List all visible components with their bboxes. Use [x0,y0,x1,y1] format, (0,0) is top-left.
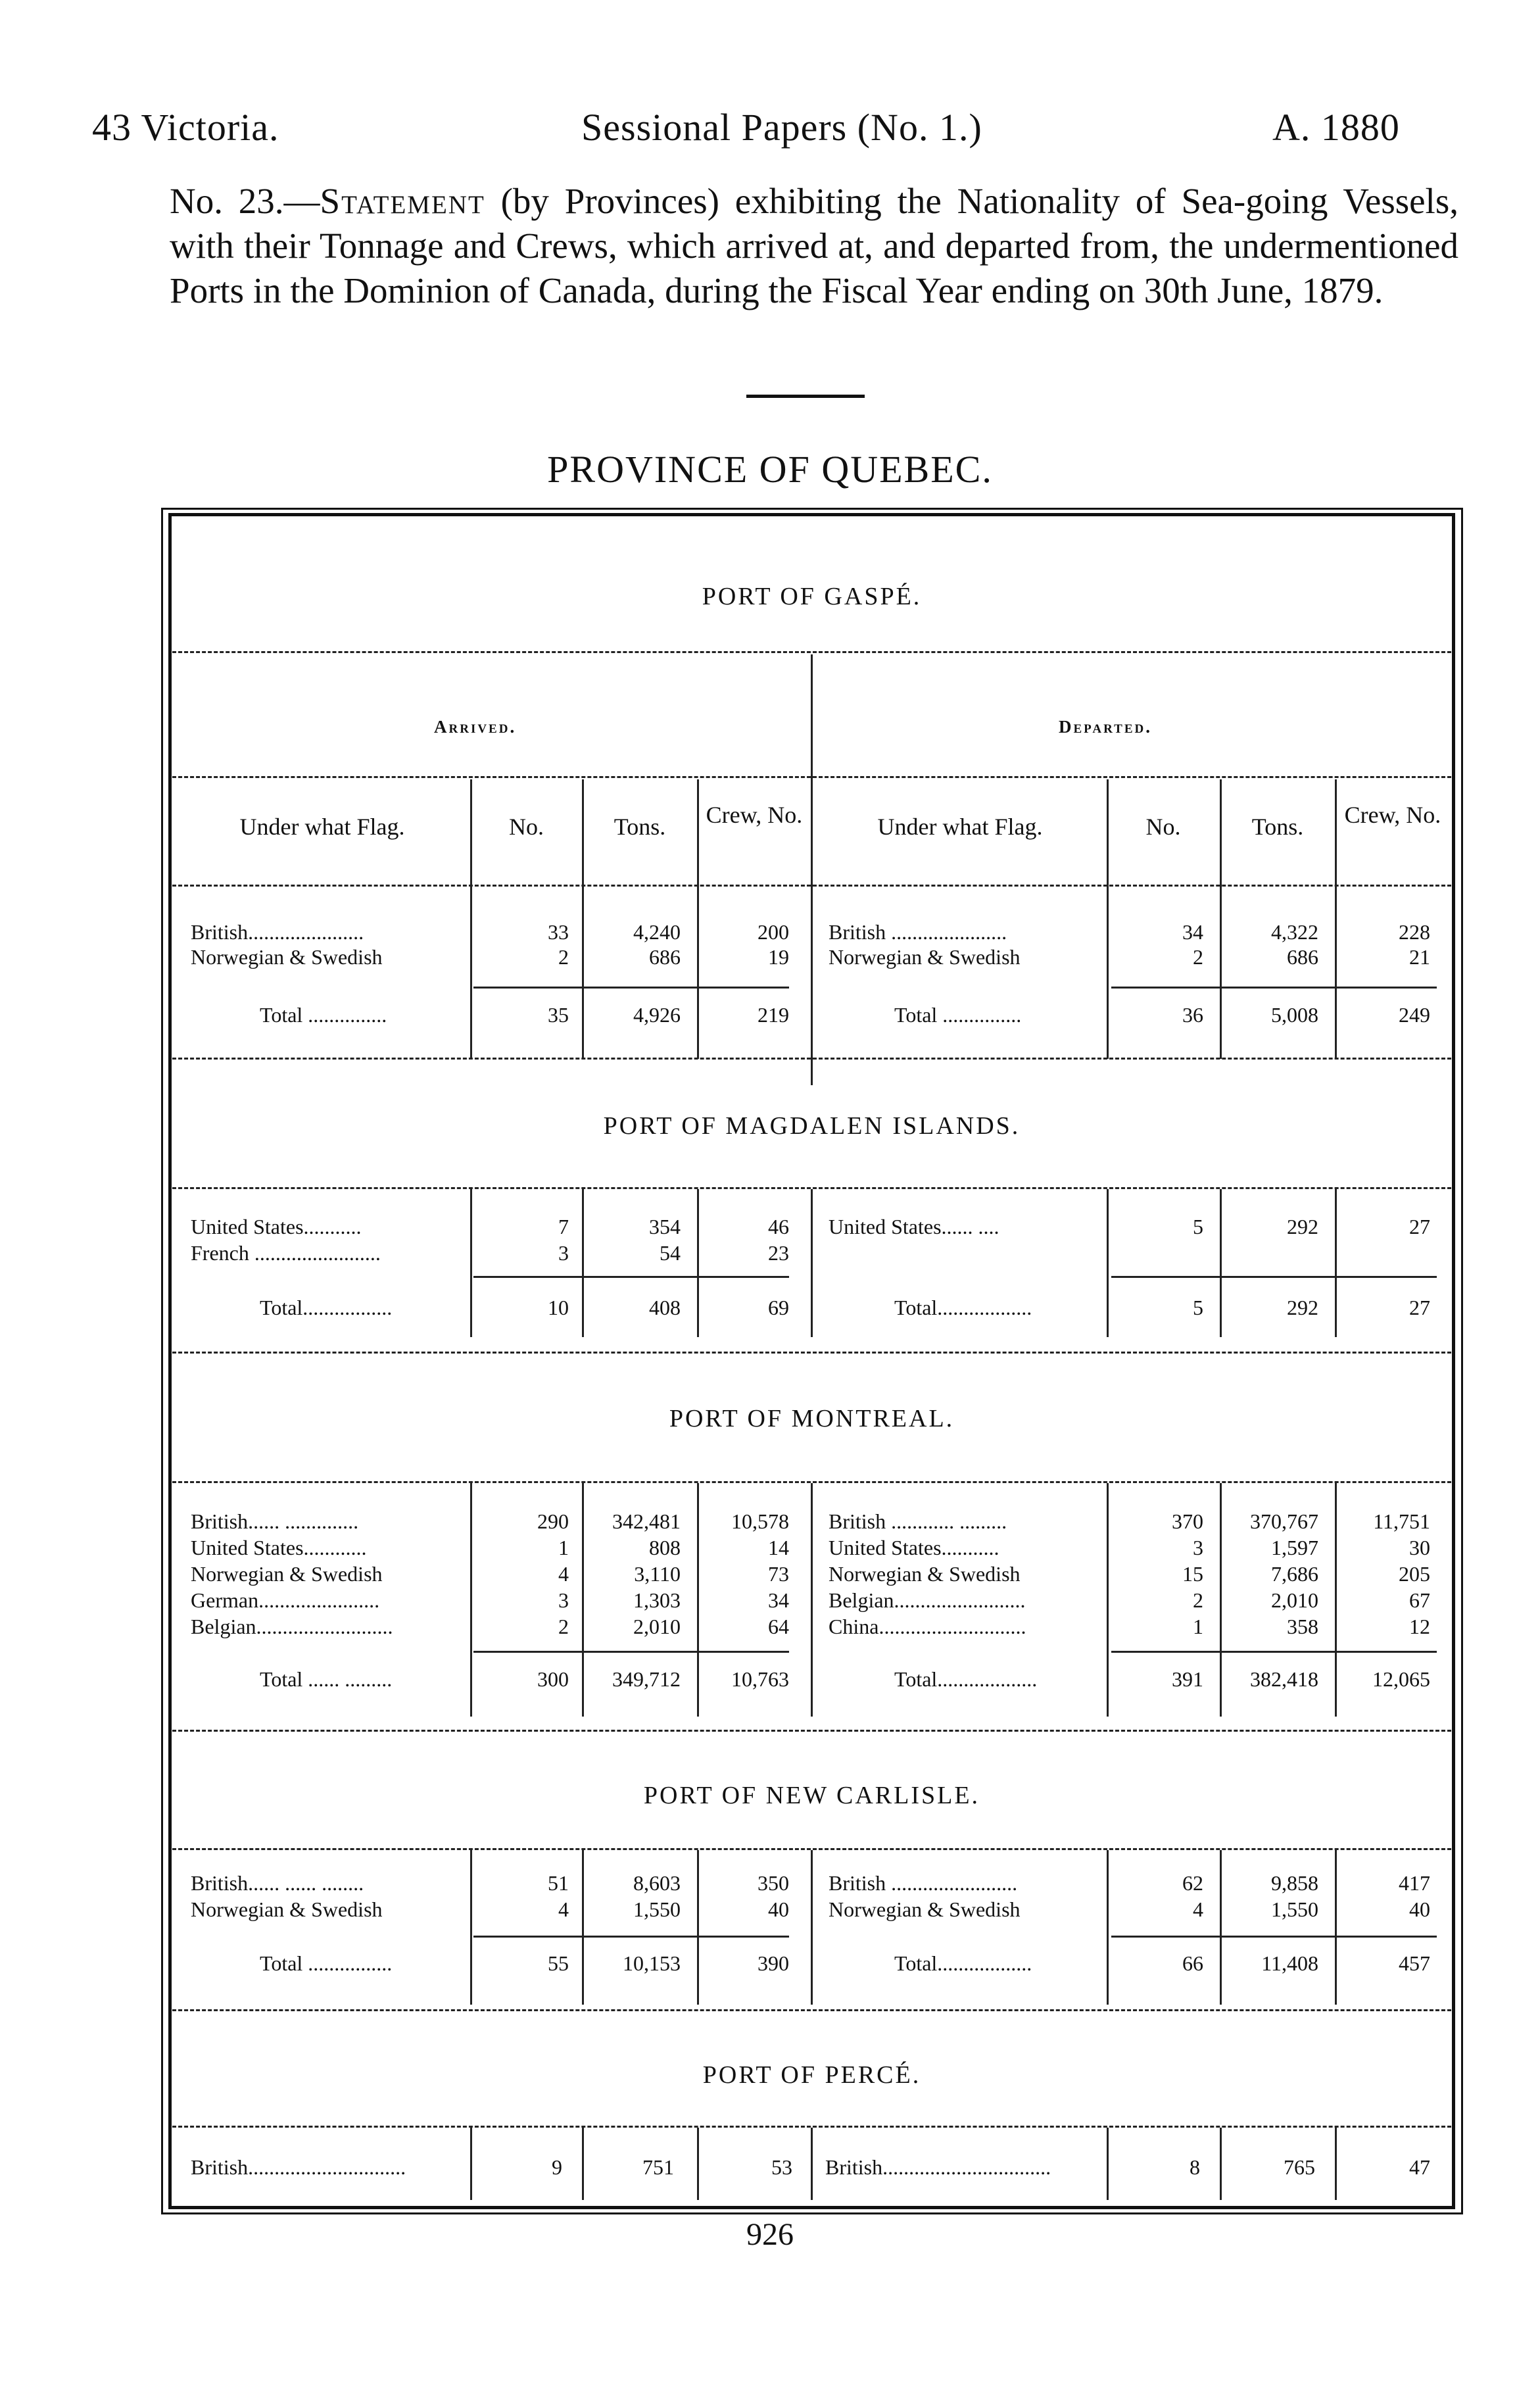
center-divider [811,1850,813,2005]
col-rule [582,1483,584,1717]
departed-heading: Departed. [1059,717,1152,737]
col-rule [1335,1483,1337,1717]
total-crew: 219 [758,1003,789,1027]
col-tons-departed: Tons. [1251,814,1304,840]
total-tons: 349,712 [612,1667,681,1691]
cell-tons: 354 [649,1215,681,1238]
total-row: Total................... [894,1667,1038,1691]
intro-paragraph [170,179,1458,313]
total-no: 300 [537,1667,569,1691]
cell-tons: 342,481 [612,1509,681,1533]
cell-no: 9 [552,2155,562,2179]
col-rule [1107,1189,1109,1337]
divider [172,1058,1451,1060]
cell-crew: 47 [1409,2155,1430,2179]
port-title-new-carlisle: PORT OF NEW CARLISLE. [643,1782,980,1809]
col-rule [1335,779,1337,1059]
cell-crew: 23 [768,1241,789,1265]
divider [172,776,1451,778]
cell-crew: 53 [771,2155,792,2179]
col-rule [697,1483,699,1717]
col-rule [582,2128,584,2200]
total-rule [1111,1651,1437,1653]
col-tons-arrived: Tons. [614,814,666,840]
col-rule [470,1189,472,1337]
col-rule [1220,1189,1222,1337]
center-divider [811,1483,813,1717]
header-center: Sessional Papers (No. 1.) [581,106,982,149]
cell-crew: 10,578 [731,1509,789,1533]
table-row: British ............ ......... [829,1509,1007,1533]
port-title-magdalen: PORT OF MAGDALEN ISLANDS. [603,1112,1021,1140]
cell-crew: 417 [1399,1871,1430,1895]
total-no: 35 [548,1003,569,1027]
total-row: Total.................. [894,1951,1032,1975]
table-row: British...... .............. [191,1509,359,1533]
cell-no: 2 [558,945,569,969]
cell-tons: 808 [649,1536,681,1559]
table-row: United States............ [191,1536,367,1559]
total-rule [1111,1936,1437,1938]
cell-no: 62 [1182,1871,1203,1895]
cell-no: 3 [558,1241,569,1265]
cell-crew: 34 [768,1588,789,1612]
cell-crew: 40 [768,1897,789,1921]
intro-number: No. 23.— [170,181,320,221]
table-row: China............................ [829,1615,1026,1638]
cell-no: 2 [1193,1588,1203,1612]
total-row: Total ................ [260,1951,393,1975]
col-rule [697,779,699,1059]
cell-no: 3 [1193,1536,1203,1559]
cell-no: 7 [558,1215,569,1238]
port-title-gaspe: PORT OF GASPÉ. [702,583,922,610]
table-row: United States........... [829,1536,999,1559]
total-row: Total ...... ......... [260,1667,393,1691]
cell-tons: 2,010 [633,1615,681,1638]
table-row: German....................... [191,1588,380,1612]
port-title-montreal: PORT OF MONTREAL. [669,1405,955,1432]
cell-crew: 350 [758,1871,789,1895]
province-title: PROVINCE OF QUEBEC. [547,448,993,491]
cell-no: 5 [1193,1215,1203,1238]
col-rule [1220,1850,1222,2005]
arrived-heading: Arrived. [434,717,517,737]
total-row: Total.................. [894,1296,1032,1319]
col-flag-arrived: Under what Flag. [239,814,405,840]
center-divider [811,1189,813,1337]
cell-crew: 21 [1409,945,1430,969]
table-row: Norwegian & Swedish [829,945,1021,969]
total-crew: 69 [768,1296,789,1319]
cell-tons: 54 [660,1241,681,1265]
total-rule [473,1936,789,1938]
col-rule [1107,2128,1109,2200]
port-title-perce: PORT OF PERCÉ. [702,2061,921,2089]
col-rule [1220,1483,1222,1717]
col-rule [470,2128,472,2200]
cell-tons: 8,603 [633,1871,681,1895]
col-rule [1220,779,1222,1059]
cell-crew: 205 [1399,1562,1430,1586]
total-no: 391 [1172,1667,1203,1691]
table-row: British...... ...... ........ [191,1871,364,1895]
divider [172,1352,1451,1354]
divider [172,651,1451,653]
col-rule [1335,1850,1337,2005]
col-rule [582,1850,584,2005]
cell-no: 2 [1193,945,1203,969]
total-crew: 457 [1399,1951,1430,1975]
cell-no: 1 [558,1536,569,1559]
divider [172,2009,1451,2011]
center-divider [811,2128,813,2200]
total-row: Total................. [260,1296,393,1319]
cell-no: 4 [558,1897,569,1921]
total-rule [1111,987,1437,989]
table-row: British.............................. [191,2155,406,2179]
cell-tons: 1,550 [1271,1897,1318,1921]
total-crew: 12,065 [1372,1667,1430,1691]
col-rule [470,1850,472,2005]
table-row: Belgian.......................... [191,1615,393,1638]
col-rule [697,2128,699,2200]
total-rule [473,987,789,989]
cell-crew: 30 [1409,1536,1430,1559]
col-rule [1335,2128,1337,2200]
cell-crew: 64 [768,1615,789,1638]
table-row: British................................ [825,2155,1051,2179]
total-tons: 4,926 [633,1003,681,1027]
cell-no: 4 [558,1562,569,1586]
cell-no: 1 [1193,1615,1203,1638]
total-crew: 390 [758,1951,789,1975]
table-row: Norwegian & Swedish [191,1562,383,1586]
cell-no: 370 [1172,1509,1203,1533]
col-crew-departed: Crew, No. [1344,802,1441,828]
cell-tons: 358 [1287,1615,1318,1638]
col-rule [470,779,472,1059]
header-right: A. 1880 [1272,106,1400,149]
cell-tons: 1,597 [1271,1536,1318,1559]
table-row: British ...................... [829,920,1007,944]
cell-tons: 4,240 [633,920,681,944]
cell-no: 4 [1193,1897,1203,1921]
cell-tons: 4,322 [1271,920,1318,944]
col-rule [697,1189,699,1337]
cell-tons: 1,303 [633,1588,681,1612]
cell-tons: 686 [649,945,681,969]
col-rule [1107,1850,1109,2005]
cell-crew: 11,751 [1373,1509,1430,1533]
col-no-departed: No. [1145,814,1181,840]
table-row: Norwegian & Swedish [191,1897,383,1921]
total-tons: 408 [649,1296,681,1319]
col-rule [1220,2128,1222,2200]
cell-crew: 228 [1399,920,1430,944]
cell-crew: 19 [768,945,789,969]
cell-crew: 200 [758,920,789,944]
table-row: Norwegian & Swedish [829,1562,1021,1586]
total-row: Total ............... [894,1003,1022,1027]
cell-no: 290 [537,1509,569,1533]
total-tons: 5,008 [1271,1003,1318,1027]
col-no-arrived: No. [509,814,544,840]
cell-tons: 686 [1287,945,1318,969]
total-crew: 27 [1409,1296,1430,1319]
table-row: United States........... [191,1215,362,1238]
col-flag-departed: Under what Flag. [877,814,1043,840]
table-row: British ........................ [829,1871,1018,1895]
table-row: United States...... .... [829,1215,999,1238]
cell-tons: 751 [642,2155,674,2179]
intro-text: (by Provinces) exhibiting the Nationality of Sea-going Vessels, with their Tonnage and Crews, which arrived at, and departed from, the undermentioned Ports in the Dominion of Canada, during the Fiscal Year ending on 30th June, 1879. [170,181,1458,310]
col-rule [697,1850,699,2005]
header-left: 43 Victoria. [92,106,279,149]
table-row: Norwegian & Swedish [191,945,383,969]
col-rule [582,1189,584,1337]
cell-tons: 7,686 [1271,1562,1318,1586]
cell-no: 33 [548,920,569,944]
divider [172,1730,1451,1732]
table-row: Belgian......................... [829,1588,1026,1612]
cell-tons: 370,767 [1250,1509,1318,1533]
cell-no: 51 [548,1871,569,1895]
divider [172,885,1451,887]
cell-no: 2 [558,1615,569,1638]
col-crew-arrived: Crew, No. [706,802,803,828]
cell-crew: 14 [768,1536,789,1559]
total-rule [1111,1276,1437,1278]
total-tons: 292 [1287,1296,1318,1319]
col-rule [1335,1189,1337,1337]
cell-crew: 67 [1409,1588,1430,1612]
col-rule [582,779,584,1059]
total-crew: 249 [1399,1003,1430,1027]
total-tons: 382,418 [1250,1667,1318,1691]
cell-tons: 3,110 [634,1562,681,1586]
table-row: Norwegian & Swedish [829,1897,1021,1921]
intro-statement: Statement [320,181,485,221]
cell-crew: 73 [768,1562,789,1586]
total-no: 10 [548,1296,569,1319]
total-tons: 11,408 [1261,1951,1318,1975]
col-rule [1107,779,1109,1059]
total-rule [473,1651,789,1653]
cell-crew: 46 [768,1215,789,1238]
total-no: 36 [1182,1003,1203,1027]
cell-crew: 27 [1409,1215,1430,1238]
total-tons: 10,153 [623,1951,681,1975]
cell-no: 3 [558,1588,569,1612]
cell-tons: 292 [1287,1215,1318,1238]
cell-no: 15 [1182,1562,1203,1586]
total-crew: 10,763 [731,1667,789,1691]
table-row: French ........................ [191,1241,381,1265]
col-rule [470,1483,472,1717]
cell-no: 8 [1190,2155,1200,2179]
table-row: British...................... [191,920,364,944]
total-rule [473,1276,789,1278]
cell-tons: 2,010 [1271,1588,1318,1612]
cell-tons: 765 [1284,2155,1315,2179]
page-number: 926 [746,2217,794,2252]
cell-tons: 1,550 [633,1897,681,1921]
title-rule [746,395,865,398]
cell-no: 34 [1182,920,1203,944]
center-divider [811,654,813,1085]
total-no: 66 [1182,1951,1203,1975]
total-no: 55 [548,1951,569,1975]
cell-crew: 12 [1409,1615,1430,1638]
total-no: 5 [1193,1296,1203,1319]
cell-tons: 9,858 [1271,1871,1318,1895]
col-rule [1107,1483,1109,1717]
cell-crew: 40 [1409,1897,1430,1921]
total-row: Total ............... [260,1003,387,1027]
